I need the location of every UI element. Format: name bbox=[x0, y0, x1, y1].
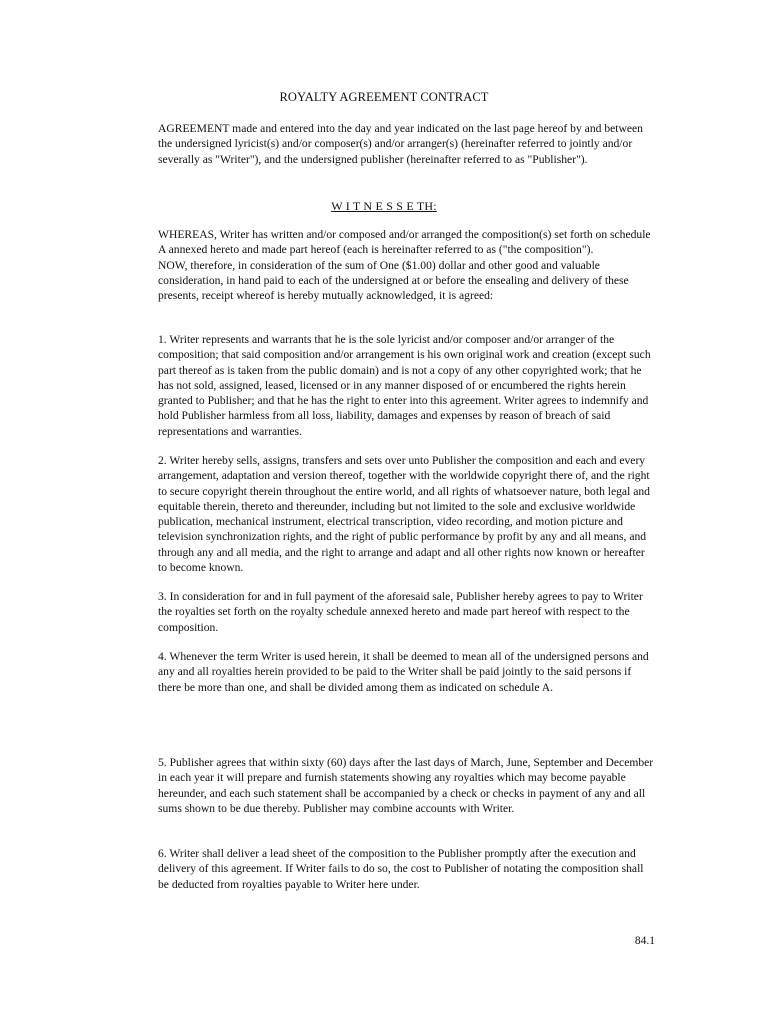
clause-5 bbox=[158, 755, 656, 816]
clause-2 bbox=[158, 453, 656, 575]
now-therefore-text: NOW, therefore, in consideration of the sum of One ($1.00) dollar and other good and valuable consideration, in hand paid to each of the undersigned at or before the ensealing and delivery of these presents, receipt whereof is hereby mutually acknowledged, it is agreed: bbox=[158, 258, 629, 303]
clause-6 bbox=[158, 846, 656, 892]
clause-text: 1. Writer represents and warrants that he is the sole lyricist and/or composer and/or arranger of the composition; that said composition and/or arrangement is his own original work and creation (except such part thereof as is taken from the public domain) and is not a copy of any other copyrighted work; that he has not sold, assigned, leased, licensed or in any manner disposed of or encumbered the rights herein granted to Publisher; and that he has the right to enter into this agreement. Writer agrees to indemnify and hold Publisher harmless from all loss, liability, damages and expenses by reason of breach of said representations and warranties. bbox=[158, 333, 651, 438]
recitals-paragraph bbox=[158, 227, 656, 303]
document-title: ROYALTY AGREEMENT CONTRACT bbox=[279, 90, 489, 104]
clause-1 bbox=[158, 332, 656, 439]
whereas-text: WHEREAS, Writer has written and/or composed and/or arranged the composition(s) set forth on schedule A annexed hereto and made part hereof (each is hereinafter referred to as ("the composition"). bbox=[158, 228, 651, 257]
intro-text: AGREEMENT made and entered into the day and year indicated on the last page hereof by and between the undersigned lyricist(s) and/or composer(s) and/or arranger(s) (hereinafter referred to jointly and/or severally as "Writer"), and the undersigned publisher (hereinafter referred to as "Publisher"). bbox=[158, 122, 643, 166]
clause-text: 6. Writer shall deliver a lead sheet of the composition to the Publisher promptly after the execution and delivery of this agreement. If Writer fails to do so, the cost to Publisher of notating the composition shall be deducted from royalties payable to Writer here under. bbox=[158, 847, 644, 891]
clause-text: 5. Publisher agrees that within sixty (60) days after the last days of March, June, September and December in each year it will prepare and furnish statements showing any royalties which may become payable hereunder, and each such statement shall be accompanied by a check or checks in payment of any and all sums shown to be due thereby. Publisher may combine accounts with Writer. bbox=[158, 756, 654, 815]
clause-text: 3. In consideration for and in full payment of the aforesaid sale, Publisher hereby agrees to pay to Writer the royalties set forth on the royalty schedule annexed hereto and made part hereof with respect to the composition. bbox=[158, 590, 643, 634]
intro-paragraph bbox=[158, 121, 656, 167]
clause-text: 2. Writer hereby sells, assigns, transfers and sets over unto Publisher the composition and each and every arrangement, adaptation and version thereof, together with the worldwide copyright there of, and the right to secure copyright therein throughout the entire world, and all rights of whatsoever nature, both legal and equitable therein, thereto and thereunder, including but not limited to the sole and exclusive worldwide publication, mechanical instrument, electrical transcription, video recording, and motion picture and television synchronization rights, and the right of public performance by profit by any and all means, and through any and all media, and the right to arrange and adapt and all other rights now known or hereafter to become known. bbox=[158, 454, 650, 575]
clause-text: 4. Whenever the term Writer is used herein, it shall be deemed to mean all of the undersigned persons and any and all royalties herein provided to be paid to the Writer shall be paid jointly to the said persons if there be more than one, and shall be divided among them as indicated on schedule A. bbox=[158, 650, 649, 694]
witnesseth-heading: W I T N E S S E TH: bbox=[331, 199, 437, 213]
clause-3 bbox=[158, 589, 656, 635]
clause-4 bbox=[158, 649, 656, 695]
page-number: 84.1 bbox=[634, 935, 655, 947]
